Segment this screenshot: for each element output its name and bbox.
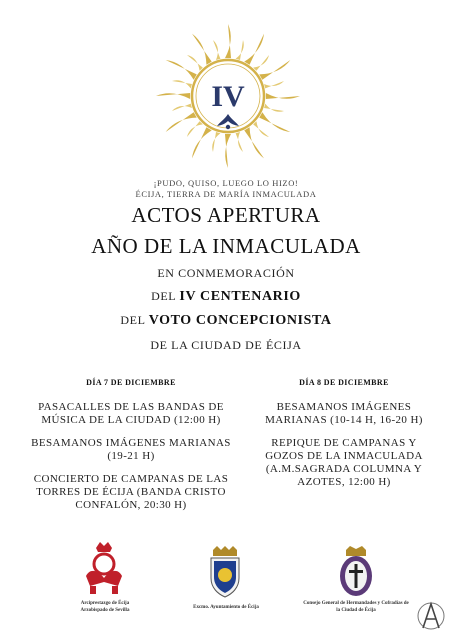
page-title-line-2: AÑO DE LA INMACULADA [91, 234, 361, 258]
sun-ray [172, 80, 192, 88]
day-7-heading: DÍA 7 DE DICIEMBRE [86, 378, 176, 387]
logo-2-label: Excmo. Ayuntamiento de Écija [193, 605, 259, 610]
sun-ray [187, 121, 203, 137]
logo-3-label-line-2: la Ciudad de Écija [336, 608, 376, 613]
logo-3-label [296, 600, 416, 614]
emblem-numeral: IV [211, 80, 245, 113]
logo-1-label-line-2: Arzobispado de Sevilla [80, 608, 130, 613]
sun-ray [264, 104, 284, 112]
logo-1-label-line-1: Arciprestazgo de Écija [80, 601, 130, 606]
day-8-event-2: REPIQUE DE CAMPANAS Y GOZOS DE LA INMACULADA (A.M.SAGRADA COLUMNA Y AZOTES, 12:00 H) [265, 437, 423, 488]
subtitle-line-4: DE LA CIUDAD DE ÉCIJA [150, 338, 302, 352]
sun-ray [213, 40, 220, 60]
sun-ray [156, 93, 190, 99]
day-8-event-1: BESAMANOS IMÁGENES MARIANAS (10-14 H, 16-20 H) [265, 401, 423, 426]
day-8-heading: DÍA 8 DE DICIEMBRE [299, 378, 389, 387]
subtitle-line-2 [0, 289, 452, 305]
subtitle-line-2-bold: IV CENTENARIO [179, 289, 301, 304]
sun-ray [253, 55, 269, 71]
sun-ray [225, 24, 231, 58]
sun-ray [266, 93, 300, 99]
subtitle-line-3 [0, 313, 452, 329]
day-7-event-2: BESAMANOS IMÁGENES MARIANAS (19-21 H) [31, 437, 231, 462]
day-8-column [256, 378, 432, 499]
sun-ray [192, 127, 212, 158]
sun-ray [253, 121, 269, 137]
sun-ray [225, 134, 231, 168]
sun-ray [259, 112, 290, 132]
sun-ray [187, 55, 203, 71]
logo-3-label-line-1: Consejo General de Hermandades y Cofradías de [303, 601, 409, 606]
sun-ray [172, 104, 192, 111]
day-7-event-1: PASACALLES DE LAS BANDAS DE MÚSICA DE LA CIUDAD (12:00 H) [38, 401, 224, 426]
city-crest-icon [205, 546, 245, 598]
archpriest-keys-icon [80, 540, 128, 596]
monogram-a-icon [416, 598, 446, 634]
sun-emblem-icon [154, 22, 302, 170]
page-title-line-1: ACTOS APERTURA [131, 203, 321, 227]
day-7-column [22, 378, 240, 522]
sun-ray [264, 81, 284, 88]
motto-line-2: ÉCIJA, TIERRA DE MARÍA INMACULADA [135, 189, 317, 199]
sun-ray [212, 132, 220, 152]
subtitle-line-2-prefix: DEL [151, 289, 176, 303]
sun-ray [236, 40, 244, 60]
logo-1-label [60, 600, 150, 614]
subtitle-line-3-bold: VOTO CONCEPCIONISTA [148, 313, 332, 328]
day-7-event-3: CONCIERTO DE CAMPANAS DE LAS TORRES DE ÉCIJA (BANDA CRISTO CONFALÓN, 20:30 H) [33, 473, 229, 511]
sun-ray [244, 34, 264, 65]
sun-ray [236, 132, 243, 152]
brotherhood-cross-icon [336, 546, 376, 598]
motto-line-1: ¡PUDO, QUISO, LUEGO LO HIZO! [153, 178, 299, 188]
subtitle-line-3-prefix: DEL [120, 313, 146, 327]
subtitle-line-1: EN CONMEMORACIÓN [157, 266, 295, 280]
sun-ray [166, 60, 197, 80]
